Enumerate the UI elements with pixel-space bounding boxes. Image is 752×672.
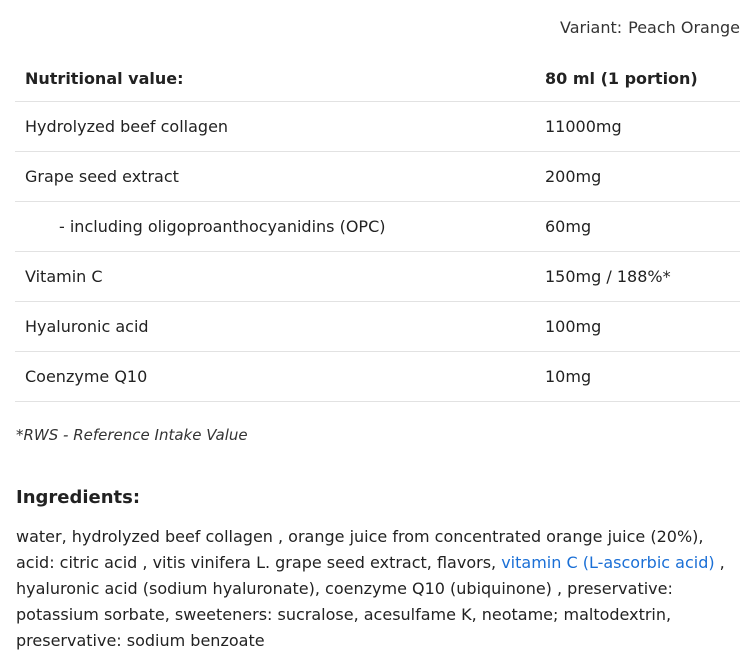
table-header-row (15, 56, 740, 102)
header-value: 80 ml (1 portion) (530, 56, 740, 102)
vitamin-c-link[interactable]: vitamin C (L-ascorbic acid) (501, 553, 715, 572)
ingredients-text-before: water, hydrolyzed beef collagen , orange juice from concentrated orange juice (20%), acid: citric acid , vitis vinifera L. grape seed extract, flavors, (16, 527, 704, 572)
footnote: *RWS - Reference Intake Value (16, 426, 248, 444)
row-value: 200mg (530, 152, 740, 202)
ingredients-title: Ingredients: (16, 487, 141, 508)
variant-info (560, 18, 740, 37)
table-row (15, 352, 740, 402)
row-value: 10mg (530, 352, 740, 402)
row-name: Vitamin C (15, 252, 530, 302)
row-name: Hydrolyzed beef collagen (15, 102, 530, 152)
row-value: 60mg (530, 202, 740, 252)
header-name: Nutritional value: (15, 56, 530, 102)
ingredients-text-after: , hyaluronic acid (sodium hyaluronate), coenzyme Q10 (ubiquinone) , preservative: potassium sorbate, sweeteners: sucralose, acesulfame K, neotame; maltodextrin, preservative: sodium benzoate (16, 553, 725, 650)
row-name: Grape seed extract (15, 152, 530, 202)
row-name: Coenzyme Q10 (15, 352, 530, 402)
row-value: 100mg (530, 302, 740, 352)
table-row (15, 102, 740, 152)
table-row (15, 252, 740, 302)
row-value: 150mg / 188%* (530, 252, 740, 302)
row-name: Hyaluronic acid (15, 302, 530, 352)
variant-label: Variant: (559, 18, 623, 37)
variant-value: Peach Orange (628, 18, 740, 37)
nutrition-table (15, 56, 740, 402)
table-row (15, 202, 740, 252)
ingredients-text (16, 524, 740, 654)
table-row (15, 302, 740, 352)
row-value: 11000mg (530, 102, 740, 152)
row-name: - including oligoproanthocyanidins (OPC) (15, 202, 530, 252)
table-row (15, 152, 740, 202)
